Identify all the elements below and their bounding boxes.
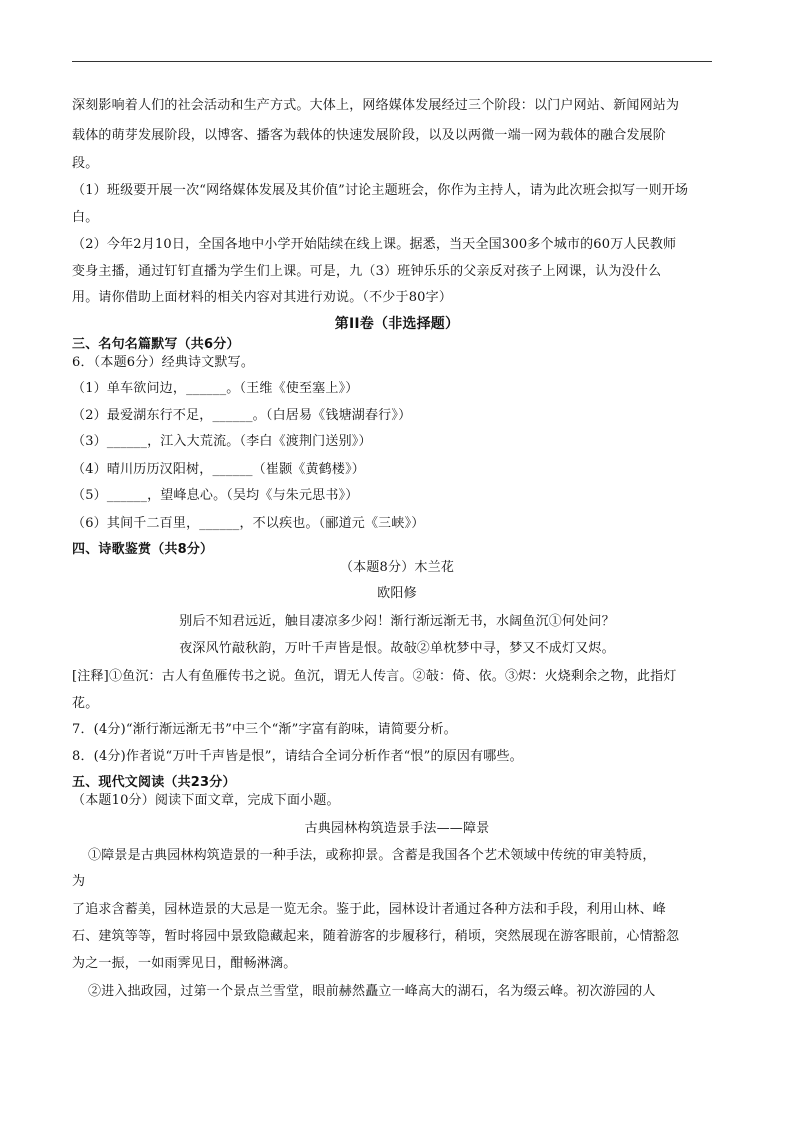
poem-note-line-2: 花。 <box>72 696 99 711</box>
recite-item-2: （2）最爱湖东行不足，______。（白居易《钱塘湖春行》） <box>72 408 412 423</box>
question-6-stem: 6．（本题6分）经典诗文默写。 <box>72 355 255 370</box>
recite-item-3: （3）______，江入大荒流。（李白《渡荆门送别》） <box>72 434 372 449</box>
intro-line-2: 载体的萌芽发展阶段，以博客、播客为载体的快速发展阶段，以及以两微一端一网为载体的融合发展阶 <box>72 128 667 143</box>
article-p1-line-5: 为之一振，一如雨霁见日，酣畅淋漓。 <box>72 956 297 971</box>
question-2-line-1: （2）今年2月10日，全国各地中小学开始陆续在线上课。据悉，当天全国300多个城市的60万人民教师 <box>72 237 677 252</box>
article-p1-line-1: ①障景是古典园林构筑造景的一种手法，或称抑景。含蓄是我国各个艺术领域中传统的审美特质， <box>88 848 656 863</box>
intro-line-3: 段。 <box>72 156 99 171</box>
article-p1-line-2: 为 <box>72 874 86 889</box>
recite-item-4: （4）晴川历历汉阳树，______（崔颢《黄鹤楼》） <box>72 462 365 477</box>
question-8: 8．(4分)作者说“万叶千声皆是恨”，请结合全词分析作者“恨”的原因有哪些。 <box>72 749 523 764</box>
poem-line-2: 夜深风竹敲秋韵，万叶千声皆是恨。故敧②单枕梦中寻，梦又不成灯又烬。 <box>179 641 615 656</box>
recite-item-6: （6）其间千二百里，______，不以疾也。（郦道元《三峡》） <box>72 516 425 531</box>
recite-item-1: （1）单车欲问边，______。（王维《使至塞上》） <box>72 381 359 396</box>
poem-title: （本题8分）木兰花 <box>339 560 455 575</box>
article-p1-line-3: 了追求含蓄美，园林造景的大忌是一览无余。鉴于此，园林设计者通过各种方法和手段，利用山林、峰 <box>72 902 667 917</box>
recite-item-5: （5）______，望峰息心。（吴均《与朱元思书》） <box>72 488 359 503</box>
question-1-line-1: （1）班级要开展一次“网络媒体发展及其价值”讨论主题班会，你作为主持人，请为此次班会拟写一则开场 <box>72 183 689 198</box>
section-4-title: 四、诗歌鉴赏（共8分） <box>72 542 214 557</box>
poem-note-line-1: [注释]①鱼沉：古人有鱼雁传书之说。鱼沉，谓无人传言。②敧：倚、依。③烬：火烧剩余之物，此指灯 <box>72 669 677 684</box>
section-3-title: 三、名句名篇默写（共6分） <box>72 337 240 352</box>
section-5-title: 五、现代文阅读（共23分） <box>72 775 236 790</box>
article-title: 古典园林构筑造景手法——障景 <box>304 821 490 836</box>
header-rule <box>72 61 712 62</box>
poem-line-1: 别后不知君远近，触目凄凉多少闷！渐行渐远渐无书，水阔鱼沉①何处问？ <box>179 614 615 629</box>
article-p2-line-1: ②进入拙政园，过第一个景点兰雪堂，眼前赫然矗立一峰高大的湖石，名为缀云峰。初次游园的人 <box>88 984 656 999</box>
reading-stem: （本题10分）阅读下面文章，完成下面小题。 <box>72 793 340 808</box>
question-2-line-2: 变身主播，通过钉钉直播为学生们上课。可是，九（3）班钟乐乐的父亲反对孩子上网课，认为没什么 <box>72 264 662 279</box>
poem-author: 欧阳修 <box>377 586 417 601</box>
question-1-line-2: 白。 <box>72 210 99 225</box>
volume-2-title: 第II卷（非选择题） <box>334 316 460 332</box>
question-2-line-3: 用。请你借助上面材料的相关内容对其进行劝说。（不少于80字） <box>72 290 453 305</box>
article-p1-line-4: 石、建筑等等，暂时将园中景致隐藏起来，随着游客的步履移行，稍顷，突然展现在游客眼前，心情豁忽 <box>72 929 680 944</box>
intro-line-1: 深刻影响着人们的社会活动和生产方式。大体上，网络媒体发展经过三个阶段：以门户网站、新闻网站为 <box>72 98 680 113</box>
question-7: 7．(4分)“渐行渐远渐无书”中三个“渐”字富有韵味，请简要分析。 <box>72 722 457 737</box>
